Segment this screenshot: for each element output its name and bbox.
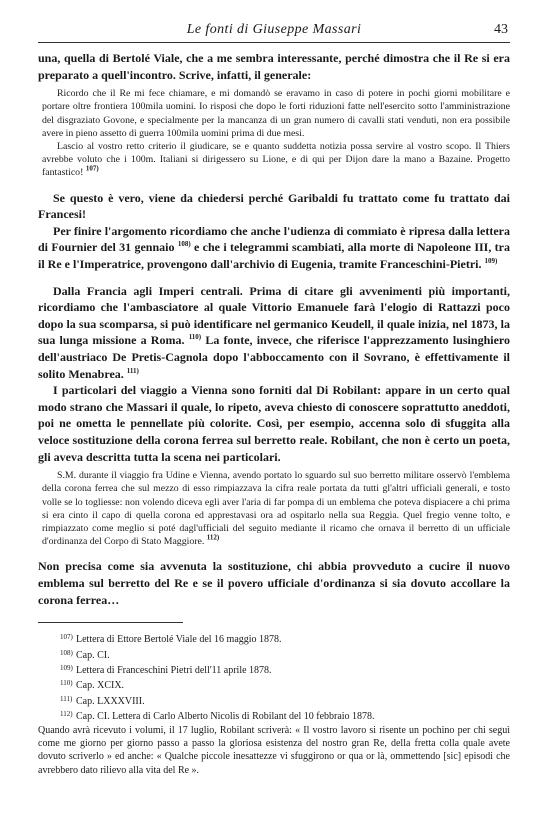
quote-paragraph: Ricordo che il Re mi fece chiamare, e mi domandò se eravamo in caso di potere in pochi giorni mobilitare e portare oltre frontiera 100mila uomini. Io risposi che dopo le forti riduzioni fatte nell'esercito sotto l'amministrazione del disgraziato Govone, e specialmente per la mancanza di un gran numero di cavalli stati venduti, non era possibile avere in pieno assetto di guerra 100mila uomini prima di due mesi.	[42, 88, 510, 139]
footnote-item	[38, 708, 510, 723]
running-title: Le fonti di Giuseppe Massari	[186, 22, 362, 37]
paragraph-text: Dalla Francia agli Imperi centrali. Prima di citare gli avvenimenti più importanti, ricordiamo che l'ambasciatore al quale Vittorio Emanuele farà l'elogio di Rattazzi poco dopo la sua scomparsa, si può identificare nel germanico Keudell, il quale inizia, nel 1873, la sua lunga missione a Roma.	[38, 283, 510, 348]
paragraph-bertole: una, quella di Bertolé Viale, che a me sembra interessante, perché dimostra che il Re si era preparato a quell'incontro. Scrive, infatti, il generale:	[38, 51, 510, 82]
footnote-number: 110)	[60, 679, 73, 688]
footnote-ref: 108)	[177, 240, 191, 249]
footnote-item	[38, 631, 510, 646]
footnote-text: Lettera di Franceschini Pietri dell'11 aprile 1878.	[76, 664, 272, 676]
footnote-divider	[38, 622, 183, 623]
footnote-ref: 110)	[188, 333, 202, 342]
quote-paragraph	[42, 140, 510, 180]
footnote-item	[38, 693, 510, 708]
paragraph-text: Per finire l'argomento ricordiamo che anche l'udienza di commiato è ripresa dalla lettera di Fournier del 31 gennaio	[38, 223, 510, 255]
footnote-number: 108)	[60, 648, 73, 657]
footnotes	[38, 631, 510, 777]
footnote-item	[38, 677, 510, 692]
page-number: 43	[494, 22, 508, 37]
footnote-number: 109)	[60, 663, 73, 672]
footnote-text: Cap. CI. Lettera di Carlo Alberto Nicolis di Robilant del 10 febbraio 1878.	[76, 711, 375, 723]
paragraph-vienna: I particolari del viaggio a Vienna sono forniti dal Di Robilant: appare in un certo qual modo strano che Massari il quale, lo ripeto, aveva chiesto di conoscere soprattutto aneddoti, poi ne ometta le pennellate più colorite. Così, per esempio, accenna solo di sfuggita alla veloce sostituzione della corona ferrea sul berretto reale. Robilant, che non è certo un poeta, gli aveva descritta tutta la scena nei particolari.	[38, 383, 510, 464]
footnote-text: Cap. LXXXVIII.	[76, 695, 145, 707]
footnote-number: 111)	[60, 694, 73, 703]
paragraph-imperi-centrali	[38, 283, 510, 383]
footnote-text: Cap. CI.	[76, 649, 110, 661]
footnote-text: Cap. XCIX.	[76, 680, 125, 692]
paragraph-garibaldi: Se questo è vero, viene da chiedersi perché Garibaldi fu trattato come fu trattato dai Francesi!	[38, 190, 510, 222]
footnote-ref: 111)	[126, 366, 139, 375]
footnote-item	[38, 647, 510, 662]
footnote-text: Lettera di Ettore Bertolé Viale del 16 maggio 1878.	[76, 634, 282, 646]
paragraph-sostituzione: Non precisa come sia avvenuta la sostituzione, chi abbia provveduto a cucire il nuovo emblema sul berretto del Re e se il povero ufficiale d'ordinanza si sia dovuto accollare la corona ferrea…	[38, 559, 510, 607]
paragraph-commiato	[38, 223, 510, 273]
quote-text: S.M. durante il viaggio fra Udine e Vienna, avendo portato lo sguardo sul suo berretto militare osservò l'emblema della corona ferrea che sul mezzo di esso rimpiazzava la cifra reale portata da tutti gl'altri ufficiali generali, e tosto volle se lo togliesse: non volendo diceva egli aver l'aria di far pompa di un emblema che poteva dispiacere a chi prima si era cinto il capo di quella corona ed apprestavasi ora ad ospitarlo nella sua Reggia. Quel fregio venne tolto, e rimpiazzato come meglio si poté dagl'ufficiali del seguito mediante il ricamo che ornava il berretto di un ufficiale d'ordinanza del Corpo di Stato Maggiore.	[42, 470, 510, 548]
quote-text: Lascio al vostro retto criterio il giudicare, se e quanto suddetta notizia possa servire al vostro scopo. Il Thiers avrebbe voluto che i 100m. Italiani si dirigessero su Lione, e di qui per Dijon dare la mano a Bazaine. Progetto fantastico!	[42, 141, 510, 179]
quotation-bertole	[38, 87, 510, 179]
quotation-robilant	[42, 469, 510, 548]
footnote-number: 112)	[60, 710, 73, 719]
paragraph-text: La fonte, invece, che riferisce l'apprezzamento lusinghiero dell'austriaco De Pretis-Cagnola dopo l'abboccamento con il Sovrano, è effettivamente il solito Menabrea.	[38, 333, 511, 381]
paragraph-text: e che i telegrammi scambiati, alla morte di Napoleone III, tra il Re e l'Imperatrice, provengono dall'archivio di Eugenia, tramite Franceschini-Pietri.	[38, 240, 511, 271]
page-header	[38, 22, 510, 43]
footnote-ref: 107)	[85, 165, 99, 174]
footnote-continuation: Quando avrà ricevuto i volumi, il 17 luglio, Robilant scriverà: « Il vostro lavoro si risente un pochino per chi seguì come me giorno per giorno passo a passo la gloriosa esistenza del nostro gran Re, della fretta colla quale avete dovuto scriverlo » ed anche: « Qualche piccole inesattezze vi sfuggirono or qua or là, ommettendo [sic] episodi che avrebbero dato rilievo alla vita del Re ».	[38, 724, 510, 776]
footnote-ref: 109)	[484, 256, 498, 265]
footnote-item	[38, 662, 510, 677]
footnote-number: 107)	[60, 633, 73, 642]
footnote-ref: 112)	[206, 533, 220, 542]
